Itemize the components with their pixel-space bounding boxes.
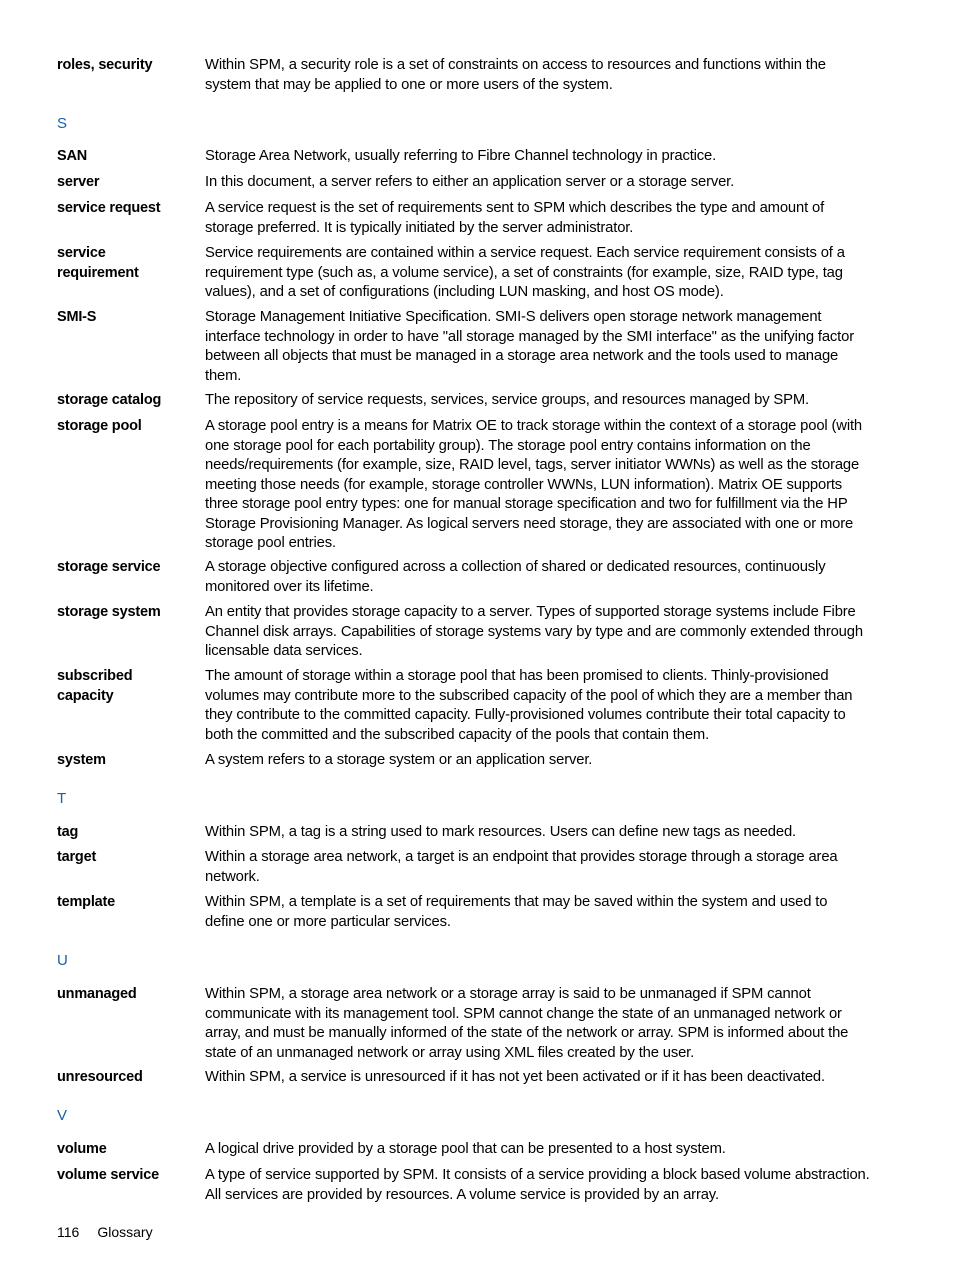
glossary-definition: Within SPM, a template is a set of requirements that may be saved within the system and used to define one or more particular services. [205, 894, 828, 930]
glossary-definition: A type of service supported by SPM. It consists of a service providing a block based volume abstraction. All services are provided by resources. A volume service is provided by an array. [205, 1167, 870, 1203]
glossary-definition: A system refers to a storage system or an application server. [205, 752, 593, 768]
glossary-term: target [57, 849, 97, 865]
glossary-definition: A storage pool entry is a means for Matrix OE to track storage within the context of a storage pool (with one storage pool for each portability group). The storage pool entry contains information on the needs/requirements (for example, size, RAID level, tags, server initiator WWNs) as well as the storage meeting those needs (for example, storage controller WWNs, LUN information). Matrix OE supports three storage pool entry types: one for manual storage specification and two for fulfillment via the HP Storage Provisioning Manager. As logical servers need storage, they are associated with one or more storage pool entries. [205, 418, 863, 551]
glossary-term: roles, security [57, 57, 153, 73]
glossary-term: tag [57, 824, 79, 840]
section-letter-s: S [57, 115, 68, 132]
glossary-definition: Within SPM, a security role is a set of constraints on access to resources and functions within the system that may be applied to one or more users of the system. [205, 57, 826, 93]
glossary-definition: The amount of storage within a storage pool that has been promised to clients. Thinly-provisioned volumes may contribute more to the subscribed capacity of the pool of which they are a member than they contribute to the committed capacity. Fully-provisioned volumes contribute their total capacity to both the committed and the subscribed capacity of the pools that contain them. [205, 668, 853, 743]
glossary-term: server [57, 174, 100, 190]
glossary-definition: A logical drive provided by a storage pool that can be presented to a host system. [205, 1141, 726, 1157]
glossary-definition: An entity that provides storage capacity to a server. Types of supported storage systems include Fibre Channel disk arrays. Capabilities of storage systems vary by type and are commonly extended through licensable data services. [205, 604, 863, 659]
glossary-definition: Within SPM, a service is unresourced if it has not yet been activated or if it has been deactivated. [205, 1069, 825, 1085]
glossary-term: system [57, 752, 106, 768]
glossary-definition: Within SPM, a storage area network or a storage array is said to be unmanaged if SPM cannot communicate with its management tool. SPM cannot change the state of an unmanaged network or array, and must be manually informed of the state of the network or array. SPM is informed about the state of an unmanaged network or array using XML files created by the user. [205, 986, 849, 1061]
glossary-term: SAN [57, 148, 88, 164]
section-letter-t: T [57, 790, 67, 807]
glossary-term: storage catalog [57, 392, 162, 408]
glossary-term: unresourced [57, 1069, 143, 1085]
glossary-definition: Storage Area Network, usually referring to Fibre Channel technology in practice. [205, 148, 717, 164]
glossary-definition: Service requirements are contained within a service request. Each service requirement consists of a requirement type (such as, a volume service), a set of constraints (for example, size, RAID type, tag values), and a set of configurations (including LUN masking, and host OS mode). [205, 245, 845, 300]
section-letter-u: U [57, 952, 68, 969]
glossary-term: storage service [57, 559, 161, 575]
glossary-term: volume [57, 1141, 107, 1157]
footer-section-title: Glossary [97, 1224, 153, 1240]
glossary-term: template [57, 894, 116, 910]
glossary-definition: The repository of service requests, services, service groups, and resources managed by SPM. [205, 392, 809, 408]
glossary-term: storage pool [57, 418, 142, 434]
glossary-definition: Within SPM, a tag is a string used to mark resources. Users can define new tags as needed. [205, 824, 796, 840]
glossary-definition: A storage objective configured across a collection of shared or dedicated resources, continuously monitored over its lifetime. [205, 559, 826, 595]
glossary-term: volume service [57, 1167, 159, 1183]
glossary-definition: Within a storage area network, a target is an endpoint that provides storage through a storage area network. [205, 849, 838, 885]
glossary-definition: A service request is the set of requirements sent to SPM which describes the type and amount of storage preferred. It is typically initiated by the server administrator. [205, 200, 825, 236]
page-number: 116 [57, 1224, 80, 1240]
glossary-definition: In this document, a server refers to either an application server or a storage server. [205, 174, 735, 190]
glossary-definition: Storage Management Initiative Specification. SMI-S delivers open storage network management interface technology in order to have "all storage managed by the SMI interface" as the unifying factor between all objects that must be managed in a storage area network and the tools used to manage them. [205, 309, 854, 384]
page-footer [57, 1223, 153, 1241]
glossary-term: unmanaged [57, 986, 137, 1002]
glossary-term: SMI-S [57, 309, 97, 325]
glossary-term: subscribed capacity [57, 668, 133, 704]
section-letter-v: V [57, 1107, 68, 1124]
glossary-term: service requirement [57, 245, 139, 281]
glossary-term: service request [57, 200, 161, 216]
glossary-term: storage system [57, 604, 161, 620]
